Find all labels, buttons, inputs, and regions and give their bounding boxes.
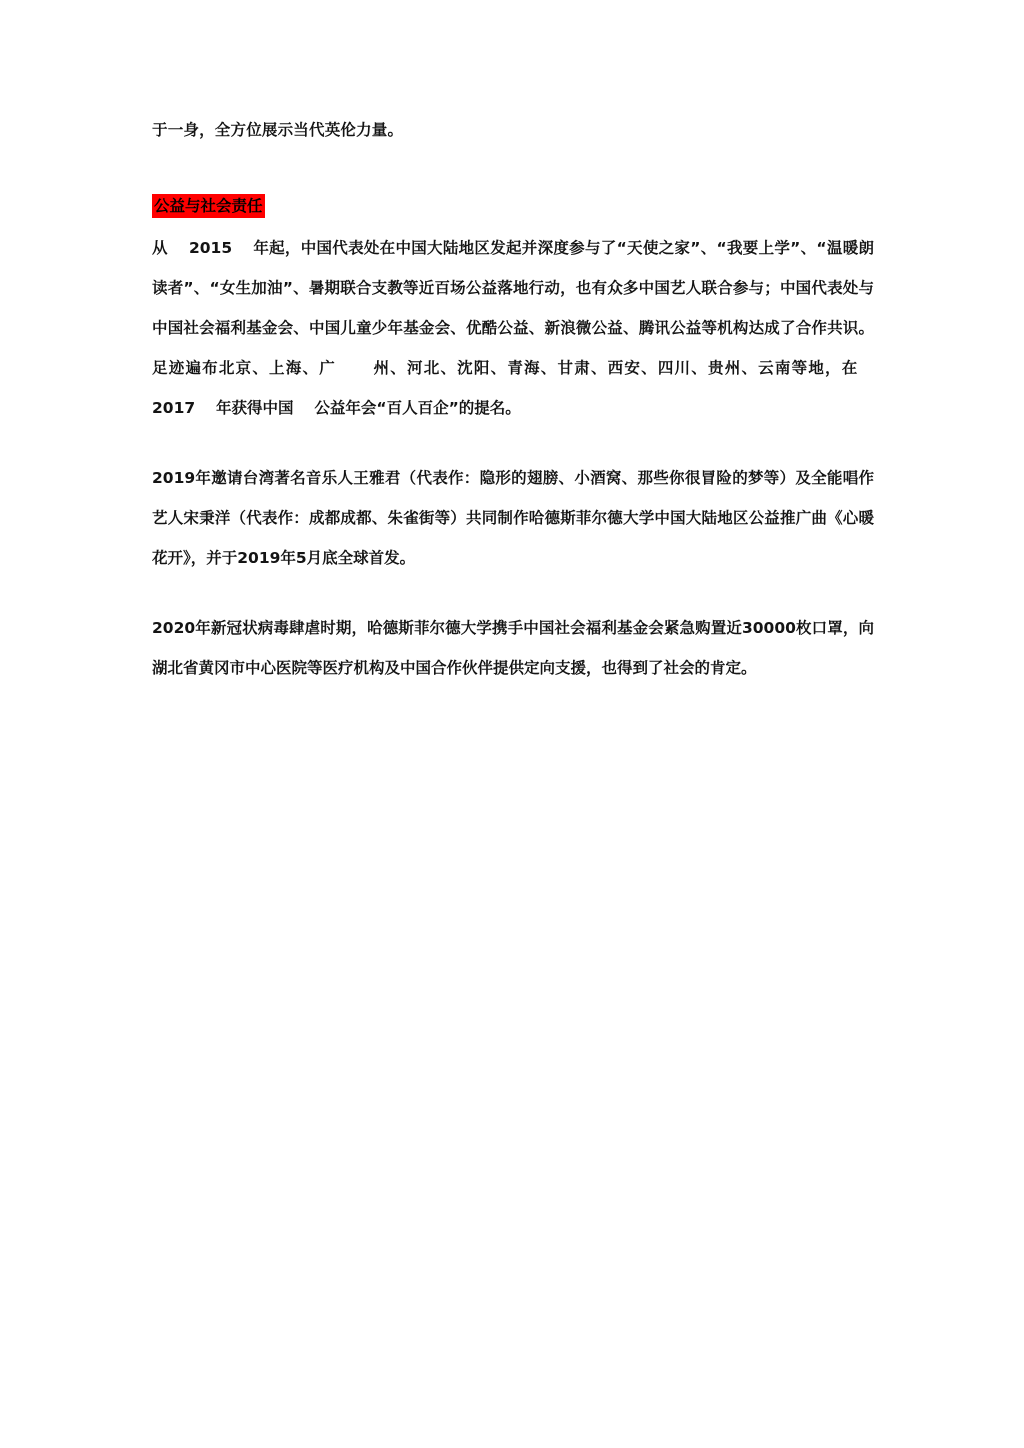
continued-paragraph: 于一身，全方位展示当代英伦力量。	[152, 121, 404, 139]
paragraph-2020-covid: 2020年新冠状病毒肆虐时期，哈德斯菲尔德大学携手中国社会福利基金会紧急购置近30000枚口罩，向湖北省黄冈市中心医院等医疗机构及中国合作伙伴提供定向支援，也得到了社会的肯定。	[152, 619, 874, 677]
paragraph-2019-song: 2019年邀请台湾著名音乐人王雅君（代表作：隐形的翅膀、小酒窝、那些你很冒险的梦等）及全能唱作艺人宋秉洋（代表作：成都成都、朱雀街等）共同制作哈德斯菲尔德大学中国大陆地区公益推广曲《心暖花开》，并于2019年5月底全球首发。	[152, 469, 874, 567]
section-heading-wrapper	[152, 190, 874, 222]
section-heading-highlighted: 公益与社会责任	[152, 194, 265, 218]
paragraph-spacer-2	[152, 578, 874, 608]
paragraph-spacer-1	[152, 428, 874, 458]
paragraph-public-welfare-history: 从 2015 年起，中国代表处在中国大陆地区发起并深度参与了“天使之家”、“我要上学”、“温暖朗读者”、“女生加油”、暑期联合支教等近百场公益落地行动，也有众多中国艺人联合参与；中国代表处与中国社会福利基金会、中国儿童少年基金会、优酷公益、新浪微公益、腾讯公益等机构达成了合作共识。足迹遍布北京、上海、广 州、河北、沈阳、青海、甘肃、西安、四川、贵州、云南等地，在 2017 年获得中国 公益年会“百人百企”的提名。	[152, 239, 880, 417]
document-content	[152, 110, 880, 688]
